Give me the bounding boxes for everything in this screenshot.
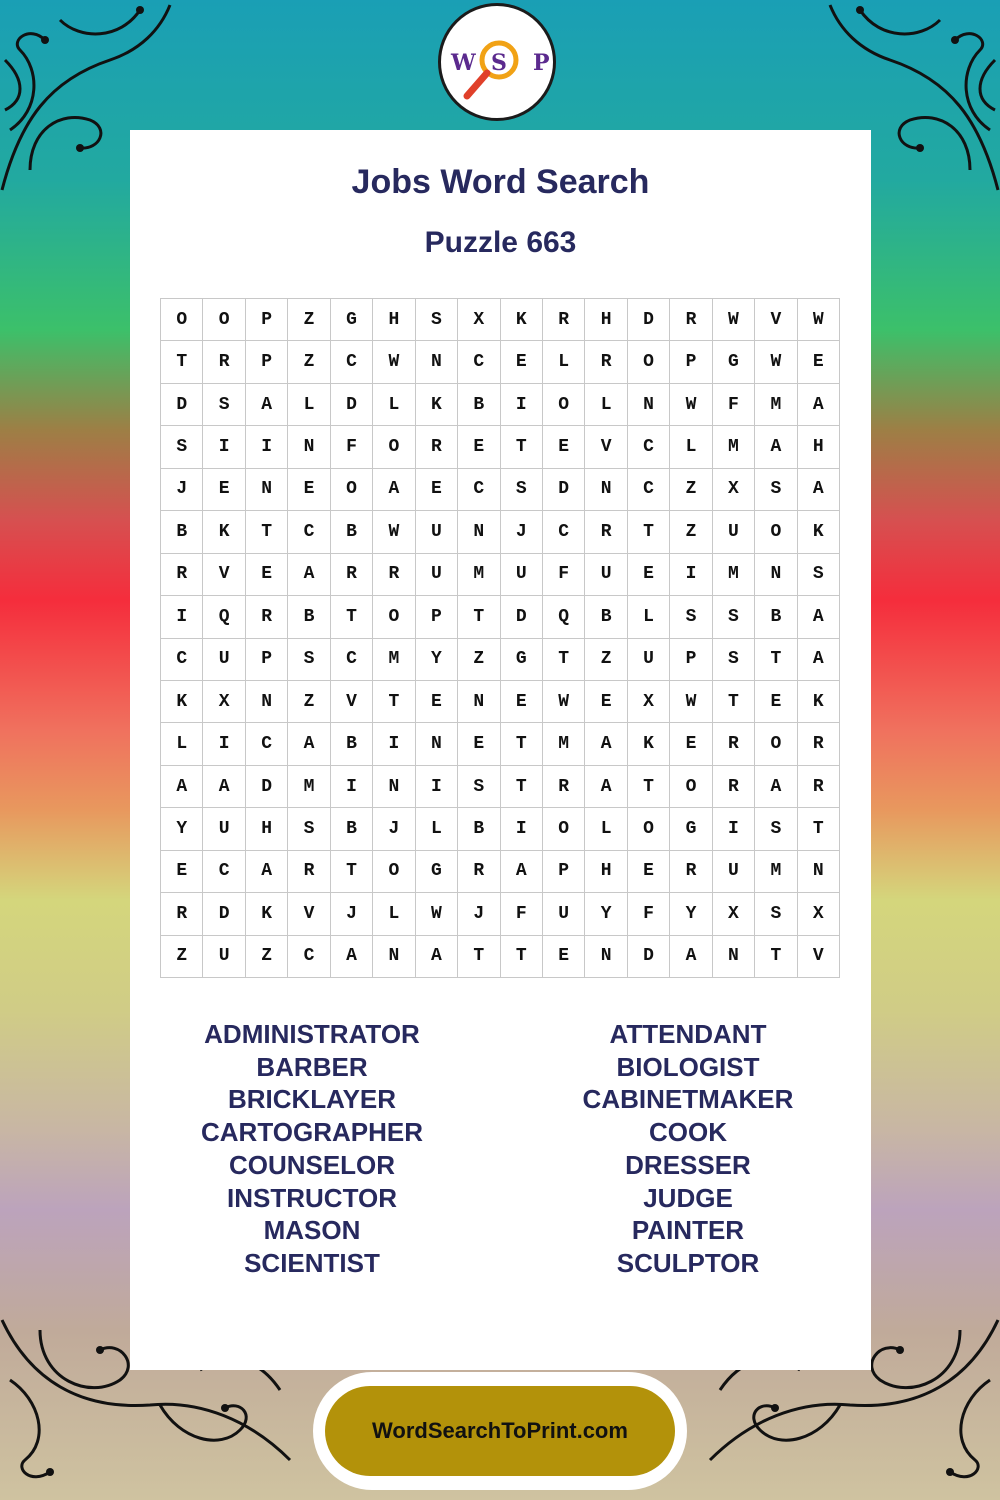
grid-cell[interactable]: A <box>755 426 797 468</box>
grid-cell[interactable]: W <box>670 384 712 426</box>
grid-cell[interactable]: M <box>458 554 500 596</box>
grid-cell[interactable]: S <box>416 299 458 341</box>
grid-cell[interactable]: C <box>543 511 585 553</box>
grid-cell[interactable]: I <box>713 808 755 850</box>
grid-cell[interactable]: A <box>798 596 840 638</box>
puzzle-number: Puzzle 663 <box>424 226 577 259</box>
word-item: SCULPTOR <box>616 1247 760 1278</box>
grid-cell[interactable]: R <box>161 893 203 935</box>
grid-cell[interactable]: N <box>798 851 840 893</box>
grid-cell[interactable]: X <box>203 681 245 723</box>
word-item: CABINETMAKER <box>582 1084 794 1115</box>
grid-cell[interactable]: R <box>373 554 415 596</box>
grid-cell[interactable]: B <box>288 596 330 638</box>
grid-cell[interactable]: E <box>458 723 500 765</box>
grid-cell[interactable]: O <box>161 299 203 341</box>
grid-cell[interactable]: D <box>501 596 543 638</box>
grid-cell[interactable]: S <box>755 808 797 850</box>
grid-cell[interactable]: Y <box>416 639 458 681</box>
grid-cell[interactable]: W <box>373 511 415 553</box>
grid-cell[interactable]: W <box>755 341 797 383</box>
grid-cell[interactable]: R <box>713 723 755 765</box>
grid-cell[interactable]: G <box>501 639 543 681</box>
grid-cell[interactable]: C <box>628 469 670 511</box>
grid-cell[interactable]: M <box>755 851 797 893</box>
grid-cell[interactable]: O <box>373 426 415 468</box>
grid-cell[interactable]: Z <box>458 639 500 681</box>
grid-cell[interactable]: H <box>798 426 840 468</box>
grid-cell[interactable]: R <box>585 511 627 553</box>
grid-cell[interactable]: T <box>628 766 670 808</box>
grid-cell[interactable]: E <box>585 681 627 723</box>
grid-cell[interactable]: T <box>713 681 755 723</box>
grid-cell[interactable]: B <box>755 596 797 638</box>
grid-cell[interactable]: A <box>288 723 330 765</box>
grid-cell[interactable]: U <box>628 639 670 681</box>
grid-cell[interactable]: A <box>203 766 245 808</box>
grid-cell[interactable]: C <box>458 469 500 511</box>
grid-cell[interactable]: U <box>416 511 458 553</box>
grid-cell[interactable]: O <box>373 851 415 893</box>
grid-cell[interactable]: A <box>501 851 543 893</box>
grid-cell[interactable]: N <box>585 469 627 511</box>
grid-cell[interactable]: H <box>585 299 627 341</box>
grid-cell[interactable]: E <box>203 469 245 511</box>
grid-cell[interactable]: Y <box>670 893 712 935</box>
word-item: COUNSELOR <box>228 1149 396 1180</box>
grid-cell[interactable]: E <box>755 681 797 723</box>
grid-cell[interactable]: J <box>331 893 373 935</box>
grid-cell[interactable]: R <box>585 341 627 383</box>
grid-cell[interactable]: A <box>416 936 458 978</box>
grid-cell[interactable]: E <box>628 851 670 893</box>
word-item: PAINTER <box>631 1215 745 1246</box>
grid-cell[interactable]: K <box>203 511 245 553</box>
grid-cell[interactable]: S <box>288 808 330 850</box>
grid-cell[interactable]: J <box>458 893 500 935</box>
grid-cell[interactable]: T <box>798 808 840 850</box>
word-item: INSTRUCTOR <box>227 1182 397 1213</box>
grid-cell[interactable]: W <box>798 299 840 341</box>
grid-cell[interactable]: D <box>543 469 585 511</box>
grid-cell[interactable]: B <box>458 384 500 426</box>
grid-cell[interactable]: L <box>373 384 415 426</box>
grid-cell[interactable]: T <box>331 851 373 893</box>
grid-cell[interactable]: O <box>203 299 245 341</box>
grid-cell[interactable]: N <box>416 723 458 765</box>
grid-cell[interactable]: G <box>670 808 712 850</box>
grid-cell[interactable]: V <box>288 893 330 935</box>
grid-cell[interactable]: C <box>246 723 288 765</box>
grid-cell[interactable]: X <box>798 893 840 935</box>
grid-cell[interactable]: E <box>246 554 288 596</box>
grid-cell[interactable]: S <box>501 469 543 511</box>
grid-cell[interactable]: D <box>203 893 245 935</box>
grid-cell[interactable]: I <box>331 766 373 808</box>
grid-cell[interactable]: Q <box>203 596 245 638</box>
grid-cell[interactable]: Z <box>288 341 330 383</box>
grid-cell[interactable]: K <box>628 723 670 765</box>
grid-cell[interactable]: E <box>543 936 585 978</box>
grid-cell[interactable]: Z <box>288 299 330 341</box>
word-item: COOK <box>649 1117 727 1148</box>
grid-cell[interactable]: H <box>246 808 288 850</box>
grid-cell[interactable]: I <box>670 554 712 596</box>
grid-cell[interactable]: E <box>670 723 712 765</box>
grid-cell[interactable]: R <box>798 766 840 808</box>
grid-cell[interactable]: N <box>416 341 458 383</box>
grid-cell[interactable]: U <box>501 554 543 596</box>
grid-cell[interactable]: T <box>373 681 415 723</box>
grid-cell[interactable]: M <box>755 384 797 426</box>
grid-cell[interactable]: B <box>331 723 373 765</box>
grid-cell[interactable]: R <box>543 299 585 341</box>
grid-cell[interactable]: H <box>585 851 627 893</box>
grid-cell[interactable]: M <box>713 426 755 468</box>
grid-cell[interactable]: S <box>288 639 330 681</box>
grid-cell[interactable]: N <box>458 511 500 553</box>
grid-cell[interactable]: M <box>288 766 330 808</box>
grid-cell[interactable]: G <box>416 851 458 893</box>
grid-cell[interactable]: I <box>203 723 245 765</box>
grid-cell[interactable]: C <box>458 341 500 383</box>
grid-cell[interactable]: O <box>755 723 797 765</box>
grid-cell[interactable]: J <box>373 808 415 850</box>
grid-cell[interactable]: B <box>331 808 373 850</box>
grid-cell[interactable]: U <box>203 936 245 978</box>
letter-grid <box>160 298 840 978</box>
word-item: SCIENTIST <box>244 1247 380 1278</box>
grid-cell[interactable]: A <box>585 766 627 808</box>
grid-cell[interactable]: S <box>755 893 797 935</box>
grid-cell[interactable]: O <box>373 596 415 638</box>
grid-cell[interactable]: R <box>416 426 458 468</box>
word-item: MASON <box>263 1215 361 1246</box>
grid-cell[interactable]: A <box>798 639 840 681</box>
grid-cell[interactable]: N <box>373 766 415 808</box>
grid-cell[interactable]: Z <box>670 469 712 511</box>
grid-cell[interactable]: Z <box>670 511 712 553</box>
grid-cell[interactable]: E <box>288 469 330 511</box>
grid-cell[interactable]: C <box>288 936 330 978</box>
grid-cell[interactable]: D <box>246 766 288 808</box>
word-item: ADMINISTRATOR <box>204 1019 420 1049</box>
grid-cell[interactable]: A <box>288 554 330 596</box>
grid-cell[interactable]: I <box>501 808 543 850</box>
grid-cell[interactable]: R <box>670 299 712 341</box>
grid-cell[interactable]: J <box>161 469 203 511</box>
grid-cell[interactable]: V <box>755 299 797 341</box>
grid-cell[interactable]: D <box>331 384 373 426</box>
word-list-left <box>162 1018 462 1280</box>
page-title: Jobs Word Search <box>351 163 650 201</box>
grid-cell[interactable]: K <box>798 681 840 723</box>
grid-cell[interactable]: T <box>331 596 373 638</box>
grid-cell[interactable]: O <box>331 469 373 511</box>
word-item: DRESSER <box>625 1149 751 1180</box>
grid-cell[interactable]: O <box>670 766 712 808</box>
grid-cell[interactable]: O <box>543 384 585 426</box>
grid-cell[interactable]: K <box>416 384 458 426</box>
word-item: JUDGE <box>643 1182 733 1213</box>
grid-cell[interactable]: S <box>458 766 500 808</box>
grid-cell[interactable]: V <box>331 681 373 723</box>
grid-cell[interactable]: W <box>670 681 712 723</box>
grid-cell[interactable]: S <box>161 426 203 468</box>
grid-cell[interactable]: E <box>416 681 458 723</box>
grid-cell[interactable]: N <box>628 384 670 426</box>
grid-cell[interactable]: I <box>161 596 203 638</box>
grid-cell[interactable]: P <box>543 851 585 893</box>
grid-cell[interactable]: A <box>246 851 288 893</box>
grid-cell[interactable]: N <box>246 681 288 723</box>
grid-cell[interactable]: X <box>628 681 670 723</box>
grid-cell[interactable]: L <box>585 384 627 426</box>
grid-cell[interactable]: R <box>161 554 203 596</box>
grid-cell[interactable]: U <box>416 554 458 596</box>
site-link-button[interactable]: WordSearchToPrint.com <box>325 1386 675 1476</box>
grid-cell[interactable]: F <box>713 384 755 426</box>
grid-cell[interactable]: P <box>670 639 712 681</box>
grid-cell[interactable]: Z <box>246 936 288 978</box>
grid-cell[interactable]: Z <box>288 681 330 723</box>
grid-cell[interactable]: O <box>628 341 670 383</box>
grid-cell[interactable]: O <box>543 808 585 850</box>
grid-cell[interactable]: K <box>246 893 288 935</box>
grid-cell[interactable]: C <box>203 851 245 893</box>
grid-cell[interactable]: S <box>713 596 755 638</box>
grid-cell[interactable]: E <box>161 851 203 893</box>
grid-cell[interactable]: T <box>543 639 585 681</box>
grid-cell[interactable]: L <box>628 596 670 638</box>
grid-cell[interactable]: U <box>585 554 627 596</box>
grid-cell[interactable]: P <box>670 341 712 383</box>
grid-cell[interactable]: J <box>501 511 543 553</box>
grid-cell[interactable]: V <box>203 554 245 596</box>
grid-cell[interactable]: V <box>798 936 840 978</box>
grid-cell[interactable]: W <box>543 681 585 723</box>
logo-letter-s: S <box>491 50 507 76</box>
grid-cell[interactable]: L <box>585 808 627 850</box>
grid-cell[interactable]: R <box>670 851 712 893</box>
grid-cell[interactable]: R <box>798 723 840 765</box>
grid-cell[interactable]: U <box>543 893 585 935</box>
grid-cell[interactable]: F <box>331 426 373 468</box>
grid-cell[interactable]: C <box>161 639 203 681</box>
grid-cell[interactable]: T <box>628 511 670 553</box>
grid-cell[interactable]: E <box>628 554 670 596</box>
grid-cell[interactable]: V <box>585 426 627 468</box>
grid-cell[interactable]: P <box>416 596 458 638</box>
grid-cell[interactable]: I <box>373 723 415 765</box>
grid-cell[interactable]: S <box>203 384 245 426</box>
grid-cell[interactable]: E <box>501 341 543 383</box>
grid-cell[interactable]: K <box>161 681 203 723</box>
grid-cell[interactable]: W <box>373 341 415 383</box>
grid-cell[interactable]: N <box>246 469 288 511</box>
grid-cell[interactable]: R <box>288 851 330 893</box>
grid-cell[interactable]: A <box>670 936 712 978</box>
grid-cell[interactable]: L <box>670 426 712 468</box>
grid-cell[interactable]: N <box>713 936 755 978</box>
grid-cell[interactable]: R <box>246 596 288 638</box>
grid-cell[interactable]: P <box>246 639 288 681</box>
grid-cell[interactable]: T <box>755 936 797 978</box>
grid-cell[interactable]: R <box>331 554 373 596</box>
grid-cell[interactable]: P <box>246 299 288 341</box>
grid-cell[interactable]: L <box>543 341 585 383</box>
grid-cell[interactable]: K <box>501 299 543 341</box>
grid-cell[interactable]: X <box>713 893 755 935</box>
grid-cell[interactable]: A <box>585 723 627 765</box>
grid-cell[interactable]: T <box>501 426 543 468</box>
grid-cell[interactable]: F <box>628 893 670 935</box>
grid-cell[interactable]: M <box>713 554 755 596</box>
grid-cell[interactable]: M <box>543 723 585 765</box>
grid-cell[interactable]: E <box>501 681 543 723</box>
grid-cell[interactable]: T <box>501 936 543 978</box>
word-list-right <box>538 1018 838 1280</box>
word-item: BIOLOGIST <box>616 1051 760 1082</box>
grid-cell[interactable]: I <box>246 426 288 468</box>
grid-cell[interactable]: N <box>458 681 500 723</box>
grid-cell[interactable]: B <box>585 596 627 638</box>
grid-cell[interactable]: C <box>331 639 373 681</box>
grid-cell[interactable]: R <box>543 766 585 808</box>
grid-cell[interactable]: A <box>798 469 840 511</box>
grid-cell[interactable]: Y <box>585 893 627 935</box>
grid-cell[interactable]: S <box>713 639 755 681</box>
grid-cell[interactable]: D <box>628 299 670 341</box>
grid-cell[interactable]: G <box>713 341 755 383</box>
grid-cell[interactable]: H <box>373 299 415 341</box>
grid-cell[interactable]: E <box>543 426 585 468</box>
grid-cell[interactable]: X <box>458 299 500 341</box>
grid-cell[interactable]: C <box>628 426 670 468</box>
logo-letter-w: W <box>451 50 476 76</box>
grid-cell[interactable]: T <box>755 639 797 681</box>
grid-cell[interactable]: C <box>288 511 330 553</box>
grid-cell[interactable]: U <box>713 851 755 893</box>
grid-cell[interactable]: P <box>246 341 288 383</box>
grid-cell[interactable]: A <box>373 469 415 511</box>
grid-cell[interactable]: A <box>161 766 203 808</box>
grid-cell[interactable]: B <box>161 511 203 553</box>
grid-cell[interactable]: A <box>755 766 797 808</box>
grid-cell[interactable]: T <box>501 723 543 765</box>
grid-cell[interactable]: I <box>501 384 543 426</box>
grid-cell[interactable]: Z <box>161 936 203 978</box>
grid-cell[interactable]: L <box>161 723 203 765</box>
grid-cell[interactable]: W <box>416 893 458 935</box>
grid-cell[interactable]: O <box>628 808 670 850</box>
wsp-logo[interactable] <box>438 3 556 121</box>
grid-cell[interactable]: W <box>713 299 755 341</box>
word-item: BRICKLAYER <box>227 1084 397 1115</box>
grid-cell[interactable]: A <box>246 384 288 426</box>
grid-cell[interactable]: I <box>416 766 458 808</box>
grid-cell[interactable]: D <box>161 384 203 426</box>
grid-cell[interactable]: U <box>713 511 755 553</box>
grid-cell[interactable]: M <box>373 639 415 681</box>
grid-cell[interactable]: U <box>203 639 245 681</box>
grid-cell[interactable]: S <box>798 554 840 596</box>
grid-cell[interactable]: I <box>203 426 245 468</box>
grid-cell[interactable]: R <box>203 341 245 383</box>
grid-cell[interactable]: A <box>331 936 373 978</box>
grid-cell[interactable]: X <box>713 469 755 511</box>
grid-cell[interactable]: D <box>628 936 670 978</box>
grid-cell[interactable]: T <box>458 936 500 978</box>
word-item: CARTOGRAPHER <box>201 1117 423 1148</box>
grid-cell[interactable]: G <box>331 299 373 341</box>
grid-cell[interactable]: Z <box>585 639 627 681</box>
grid-cell[interactable]: F <box>543 554 585 596</box>
word-item: BARBER <box>256 1051 368 1082</box>
grid-cell[interactable]: L <box>373 893 415 935</box>
grid-cell[interactable]: Y <box>161 808 203 850</box>
grid-cell[interactable]: T <box>161 341 203 383</box>
grid-cell[interactable]: C <box>331 341 373 383</box>
grid-cell[interactable]: S <box>670 596 712 638</box>
grid-cell[interactable]: Q <box>543 596 585 638</box>
grid-cell[interactable]: L <box>416 808 458 850</box>
grid-cell[interactable]: N <box>373 936 415 978</box>
grid-cell[interactable]: O <box>755 511 797 553</box>
grid-cell[interactable]: E <box>798 341 840 383</box>
grid-cell[interactable]: A <box>798 384 840 426</box>
grid-cell[interactable]: E <box>416 469 458 511</box>
grid-cell[interactable]: E <box>458 426 500 468</box>
grid-cell[interactable]: T <box>501 766 543 808</box>
grid-cell[interactable]: U <box>203 808 245 850</box>
grid-cell[interactable]: B <box>458 808 500 850</box>
grid-cell[interactable]: N <box>288 426 330 468</box>
word-item: ATTENDANT <box>609 1019 767 1049</box>
grid-cell[interactable]: R <box>458 851 500 893</box>
logo-letter-p: P <box>533 50 550 76</box>
grid-cell[interactable]: L <box>288 384 330 426</box>
grid-cell[interactable]: N <box>755 554 797 596</box>
grid-cell[interactable]: B <box>331 511 373 553</box>
grid-cell[interactable]: K <box>798 511 840 553</box>
grid-cell[interactable]: T <box>246 511 288 553</box>
grid-cell[interactable]: S <box>755 469 797 511</box>
grid-cell[interactable]: R <box>713 766 755 808</box>
grid-cell[interactable]: N <box>585 936 627 978</box>
grid-cell[interactable]: T <box>458 596 500 638</box>
grid-cell[interactable]: F <box>501 893 543 935</box>
